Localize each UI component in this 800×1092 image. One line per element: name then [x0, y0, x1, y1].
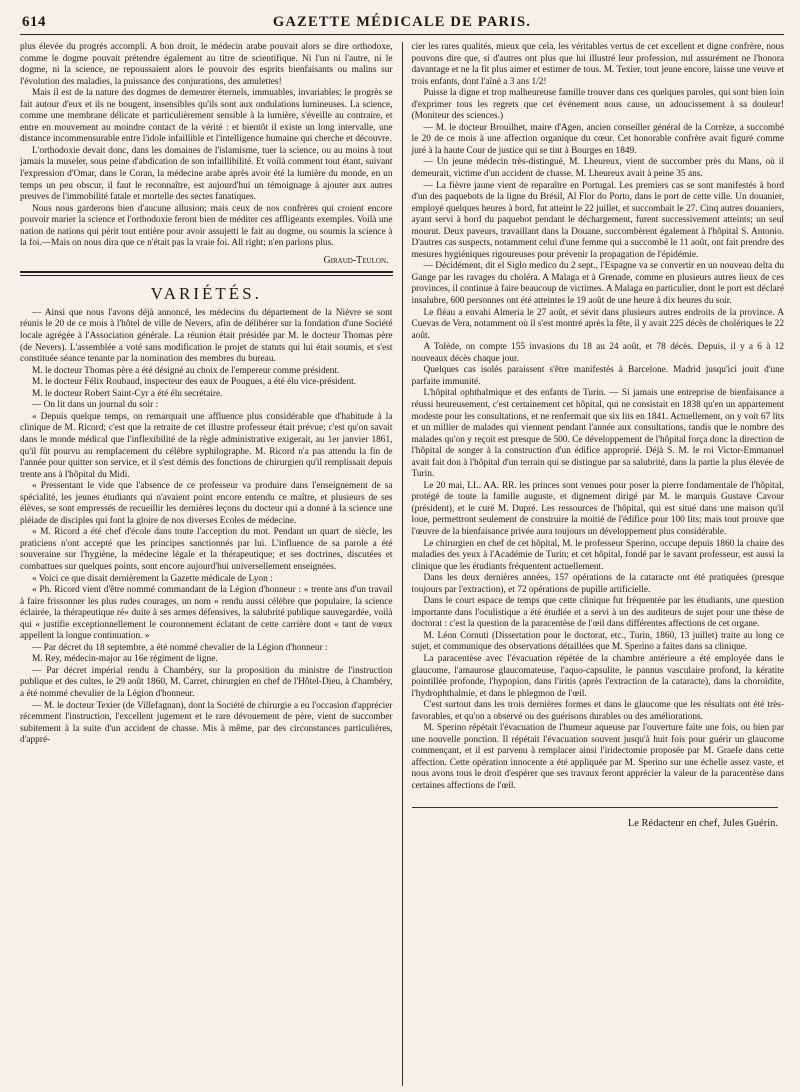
paragraph: — Ainsi que nous l'avons déjà annoncé, les médecins du département de la Nièvre se sont réunis le 20 de ce mois à l'hôtel de ville de Nevers, afin de délibérer sur la fondation d'une Société locale agrégée à l'Association générale. La réunion était présidée par M. le docteur Thomas père (de Nevers). L'assemblée a voté sans modification le projet de statuts qui lui était soumis, et s'est constituée séance tenante par la nomination des membres du bureau. — [20, 307, 393, 365]
paragraph: — Par décret du 18 septembre, a été nommé chevalier de la Légion d'honneur : — [32, 642, 328, 653]
paragraph: — La fièvre jaune vient de reparaître en Portugal. Les premiers cas se sont manifestés à bord d'un des paquebots de la ligne du Brésil, Al Flor do Porto, dans le port de cette ville. Un douanier, employé quelques heures à bord, fut atteint le 22 juillet, et succombait le 27. Cinq autres douaniers, ayant servi à bord du paquebot pendant le déchargement, furent successivement atteints; un seul mourut. Deux paveurs, travaillant dans la Douane, succombèrent également à l'hôpital S. Antonio. D'autres cas suspects, notamment celui d'une femme qui a succombé le 11 août, ont fait prendre des mesures hygiéniques rigoureuses pour prévenir la propagation de l'épidémie. — [411, 180, 784, 260]
paragraph: A Tolède, on compte 155 invasions du 18 au 24 août, et 78 décès. Depuis, il y a 6 à 12 nouveaux décès chaque jour. — [411, 342, 784, 364]
paragraph: Le chirurgien en chef de cet hôpital, M. le professeur Sperino, occupe depuis 1860 la chaire des maladies des yeux à l'Académie de Turin; et cet hôpital, fondé par le savant professeur, est aussi la clinique que les étudiants fréquentent actuellement. — [411, 538, 784, 572]
paragraph: — M. le docteur Texier (de Villefagnan), dont la Société de chirurgie a eu l'occasion d'apprécier récemment l'instruction, l'excellent jugement et le rare dévouement de père, vient de succomber subitement à la suite d'un accident de chasse. Mis à même, par des circonstances particulières, d'appré- — [20, 700, 393, 746]
paragraph: plus élevée du progrès accompli. A bon droit, le médecin arabe pouvait alors se dire orthodoxe, comme le dogme pouvait prétendre également au titre de scientifique. Ni l'un ni l'autre, ni le dogme, ni la science, ne repoussaient alors le pouvoir des esprits bienfaisants ou malins sur l'évolution des maladies, la puissance des conjurations, des amulettes! — [20, 42, 393, 87]
paragraph: — M. le docteur Brouilhet, maire d'Agen, ancien conseiller général de la Corrèze, a succombé le 20 de ce mois à une affection organique du cœur. Cet honorable confrère avait figuré comme juré à la haute Cour de justice qui se tint à Bourges en 1849. — [411, 122, 784, 156]
journal-title: GAZETTE MÉDICALE DE PARIS. — [272, 14, 532, 30]
paragraph: Puisse la digne et trop malheureuse famille trouver dans ces quelques paroles, qui sont bien loin d'exprimer tous les regrets que cet événement nous cause, un adoucissement à sa douleur! (Moniteur des sciences.) — [411, 88, 784, 122]
paragraph: Nous nous garderons bien d'aucune allusion; mais ceux de nos confrères qui croient encore pouvoir marier la science et l'orthodoxie feront bien de méditer ces affligeants exemples. Voilà une nation de nations qui périt tout entière pour avoir assujetti le fait au dogme, ou soumis la science à la foi.—Mais on nous dira que ce n'était pas la vraie foi. All right; n'en parlons plus. — [20, 203, 393, 249]
paragraph: Mais il est de la nature des dogmes de demeurer éternels, immuables, invariables; le progrès se fait autour d'eux et ils ne bougent, insensibles qu'ils sont aux ondulations lumineuses. La science, comme une membrane délicate et particulièrement sensible à la lumière, s'éveille au contraire, et entre en mouvement au moindre contact de la vérité : et bientôt il existe un long intervalle, une distance incommensurable entre l'idole infaillible et l'intelligence humaine qui cherche et découvre. — [20, 88, 393, 145]
text-columns — [20, 42, 784, 1086]
paragraph: « Pressentant le vide que l'absence de ce professeur va produire dans l'enseignement de sa spécialité, les jeunes étudiants qui n'avaient point encore entendu ce maître, et plusieurs de ses élèves, se sont empressés de recueillir les dernières leçons du docteur qui a donné à la science une pléiade de disciples qui font la gloire de nos diverses Ecoles de médecine. — [20, 481, 393, 526]
paragraph: « Ph. Ricord vient d'être nommé commandant de la Légion d'honneur : « trente ans d'un travail à faire frissonner les plus rudes courages, un nom « rendu aussi célèbre que populaire, la science éclairée, la thérapeutique ré« duite à ses armes défensives, la salubrité publique sauvegardée, voilà qui « justifie exceptionnellement le couronnement éclatant de cette carrière dont « tant de vœux appellent la longue continuation. » — [20, 585, 393, 642]
left-column — [20, 42, 402, 1086]
paragraph: M. Rey, médecin-major au 16e régiment de ligne. — [32, 654, 218, 665]
paragraph: « M. Ricord a été chef d'école dans toute l'acception du mot. Pendant un quart de siècle, les praticiens n'ont accepté que les principes sanctionnés par lui. L'influence de sa parole a été souveraine sur l'hygiène, la médecine légale et la thérapeutique; et ses doctrines, discutées et combattues sur quelques points, sont encore aujourd'hui universellement enseignées. — [20, 527, 393, 572]
paragraph: M. le docteur Thomas père a été désigné au choix de l'empereur comme président. — [32, 365, 340, 376]
paragraph: — Un jeune médecin très-distingué, M. Lheureux, vient de succomber près du Mans, où il demeurait, victime d'un accident de chasse. M. Lheureux avait à peine 35 ans. — [411, 157, 784, 180]
page-header — [20, 12, 784, 35]
paragraph: M. le docteur Robert Saint-Cyr a été élu secrétaire. — [32, 388, 223, 399]
paragraph: Dans les deux dernières années, 157 opérations de la cataracte ont été pratiquées (presque toujours par l'extraction), et 72 opérations de pupille artificielle. — [411, 573, 784, 595]
paragraph: C'est surtout dans les trois dernières formes et dans le glaucome que les résultats ont été très-favorables, et qu'on a observé ou des guérisons durables ou des améliorations. — [411, 700, 784, 722]
paragraph: Le fléau a envahi Almeria le 27 août, et sévit dans plusieurs autres endroits de la province. A Cuevas de Vera, notamment où il s'est montré après la fête, il y avait 225 décès de cholériques le 22 août. — [411, 307, 784, 341]
paragraph: « Voici ce que disait dernièrement la Gazette médicale de Lyon : — [32, 573, 273, 584]
paragraph: Quelques cas isolés paraissent s'être manifestés à Barcelone. Madrid jusqu'ici jouit d'une parfaite immunité. — [411, 365, 784, 387]
paragraph: La paracentèse avec l'évacuation répétée de la chambre antérieure a été employée dans le glaucome, l'amaurose glaucomateuse, l'aquo-capsulite, le pannus vasculaire profond, la kératite pointillée profonde, l'hypopion, dans l'iritis (après l'extraction de la cataracte), dans la choroïdite, l'hydrophthalmie, et dans le phlegmon de l'œil. — [411, 653, 784, 699]
section-title: VARIÉTÉS. — [150, 284, 262, 304]
paragraph: L'hôpital ophthalmique et des enfants de Turin. — Si jamais une entreprise de bienfaisance a réussi heureusement, c'est certainement cet hôpital, qui ne consistait en 1838 qu'en un appartement modeste pour les consultations, et ne renfermait que six lits en 1841. Actuellement, on y voit 67 lits et un millier de malades qui viennent pendant l'année aux consultations, tandis que le nombre des malades qu'on y reçoit est presque de 500. Ce développement de l'hôpital força donc la direction de l'hôpital de songer à la construction d'un édifice approprié. Déjà S. M. le roi Victor-Emmanuel avait fait don à l'hôpital d'un terrain qui se distingue par sa salubrité, dans la partie la plus élevée de Turin. — [411, 388, 784, 480]
paragraph: — Décidément, dit el Siglo medico du 2 sept., l'Espagne va se convertir en un nouveau delta du Gange par les ravages du choléra. A Malaga et à Grenade, comme en plusieurs autres lieux de ces provinces, il continue à faire beaucoup de victimes. A Malaga en particulier, dont le port est déclaré insalubre, 600 personnes ont été atteintes le 19 août de une heure à dix heures du soir. — [411, 261, 784, 307]
paragraph: M. Léon Cornuti (Dissertation pour le doctorat, etc., Turin, 1860, 13 juillet) traite au long ce sujet, et communique des observations détaillées que M. Sperino a faites dans sa clinique. — [411, 630, 784, 653]
paragraph: cier les rares qualités, mieux que cela, les véritables vertus de cet excellent et digne confrère, nous pouvons dire que, si d'autres ont plus que lui illustré leur profession, nul assurément ne l'honora davantage et ne la fit plus aimer et estimer de tous. M. Texier, tout jeune encore, laisse une veuve et trois enfants, dont l'aîné a 3 ans 1/2! — [411, 42, 784, 87]
paragraph: M. le docteur Félix Roubaud, inspecteur des eaux de Pougues, a été élu vice-président. — [32, 377, 357, 388]
page-number: 614 — [22, 14, 46, 30]
paragraph: — On lit dans un journal du soir : — [32, 400, 159, 411]
editor-signature: Le Rédacteur en chef, Jules Guérin. — [412, 807, 779, 830]
paragraph: « Depuis quelque temps, on remarquait une affluence plus considérable que d'habitude à la clinique de M. Ricord; c'est que la retraite de cet illustre professeur était prévue; c'est qu'on savait dans le monde médical que l'inflexibilité de la règle administrative exigerait, au 1er janvier 1861, qu'il fût pourvu au remplacement du célèbre syphilographe. M. Ricord n'a pas attendu la fin de l'année pour quitter son service, et il s'est démis des fonctions de chirurgien qu'il remplissait depuis trente ans à l'hôpital du Midi. — [20, 411, 393, 480]
paragraph: M. Sperino répétait l'évacuation de l'humeur aqueuse par l'ouverture faite une fois, ou bien par une nouvelle ponction. Il répétait l'évacuation souvent jusqu'à huit fois pour guérir un glaucome commençant, et il est parvenu à remplacer ainsi l'iridectomie proposée par M. Graefe dans cette affection. Cette opération innocente a été appliquée par M. Sperino sur une échelle assez vaste, et nous avons tous le droit d'espérer que ses travaux feront apprécier la valeur de la paracentèse dans certaines affections de l'œil. — [411, 723, 784, 791]
paragraph: L'orthodoxie devait donc, dans les domaines de l'islamisme, tuer la science, ou au moins à tout jamais la museler, sous peine d'abdication de son infaillibilité. Et voilà comment tout étant, suivant l'expression d'Omar, dans le Coran, la médecine arabe après avoir été la lumière du monde, en un temps un peu obscur, il faut le reconnaître, est aujourd'hui un témoignage à ajouter aux autres preuves de l'immobilité fatale et mortelle des sectes fanatiques. — [20, 145, 393, 203]
paragraph: Le 20 mai, LL. AA. RR. les princes sont venues pour poser la pierre fondamentale de l'hôpital, protégé de toute la famille auguste, et dignement dirigé par M. le marquis Gustave Cavour (président), et le curé M. Dupré. Les ressources de l'hôpital, qui est situé dans une maison qu'il loue, permettront seulement de construire la moitié de l'édifice pour 100 lits; mais tout prouve que l'œuvre de la bienfaisance privée aura toujours un développement plus considérable. — [411, 480, 784, 537]
right-column — [402, 42, 785, 1086]
paragraph: Dans le court espace de temps que cette clinique fut fréquentée par les étudiants, une question importante dans l'oculistique a été étudiée et a servi à un des auditeurs de sujet pour une thèse de doctorat : c'est la question de la paracentèse de l'œil dans différentes affections de cet organe. — [411, 596, 784, 630]
paragraph: — Par décret impérial rendu à Chambéry, sur la proposition du ministre de l'instruction publique et des cultes, le 29 août 1860, M. Carret, chirurgien en chef de l'Hôtel-Dieu, à Chambéry, a été nommé chevalier de la Légion d'honneur. — [20, 665, 393, 699]
section-divider — [20, 271, 393, 276]
author-signature: Giraud-Teulon. — [323, 254, 389, 266]
